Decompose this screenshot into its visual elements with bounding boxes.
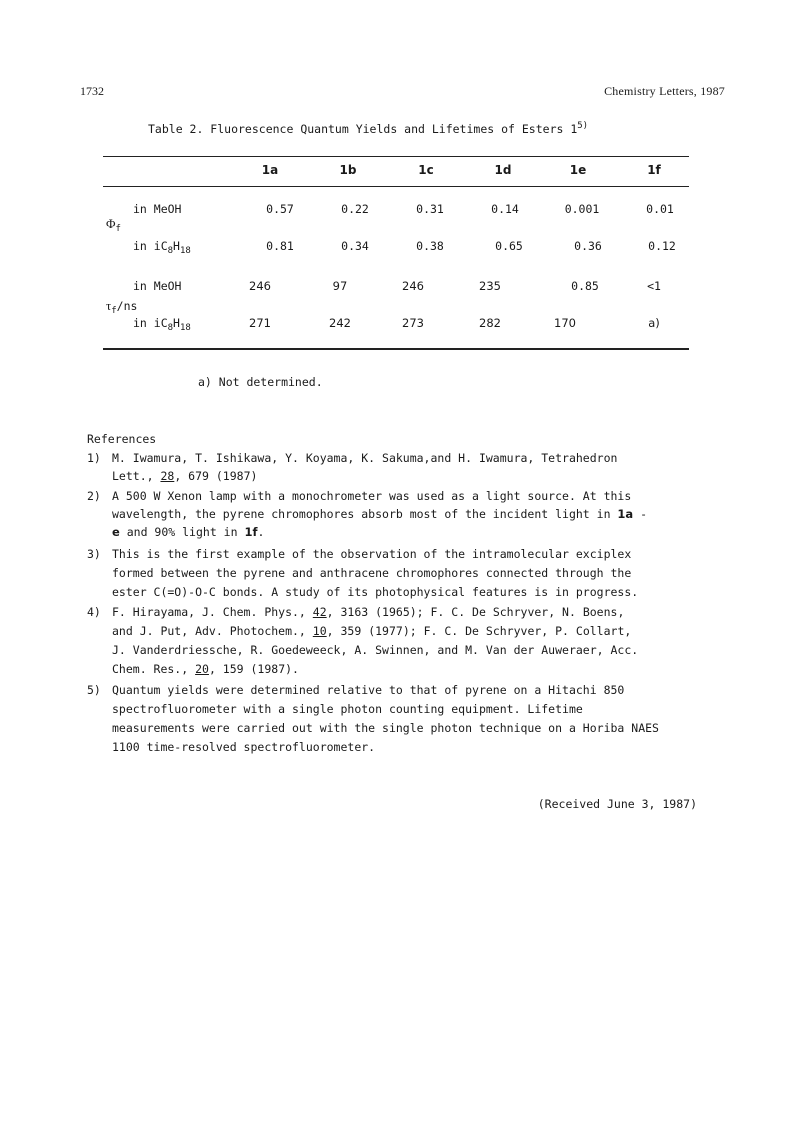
- row-label-isooctane-yield: [133, 239, 191, 256]
- solvent-prefix: in iC: [133, 316, 168, 330]
- column-header-1c: 1c: [418, 163, 434, 177]
- table-cell: 0.14: [491, 202, 519, 216]
- reference-line: measurements were carried out with the single photon technique on a Horiba NAES: [112, 721, 659, 735]
- tau-subscript: f: [111, 306, 117, 316]
- phi-symbol: Φ: [106, 216, 116, 231]
- ref-text: and 90% light in: [119, 525, 245, 539]
- table-cell: 0.57: [266, 202, 294, 216]
- table-cell: 97: [332, 279, 348, 293]
- ref-text: , 3163 (1965); F. C. De Schryver, N. Boens,: [326, 605, 625, 619]
- solvent-sub: 8: [167, 323, 174, 333]
- column-header-1e: 1e: [569, 163, 587, 177]
- column-header-1f: 1f: [647, 163, 661, 177]
- compound-label: e: [112, 525, 120, 539]
- tau-unit: /ns: [116, 299, 138, 313]
- ref-text: , 679 (1987): [174, 469, 258, 483]
- table-rule-top: [103, 156, 689, 157]
- solvent-sub: 8: [167, 246, 174, 256]
- reference-number: 5): [87, 683, 101, 697]
- table-cell: 235: [479, 279, 501, 293]
- table-cell: 170: [554, 316, 576, 330]
- ref-text: Chem. Res.,: [112, 662, 196, 676]
- reference-line: Quantum yields were determined relative to that of pyrene on a Hitachi 850: [112, 683, 625, 697]
- table-cell: 282: [479, 316, 501, 330]
- reference-line: J. Vanderdriessche, R. Goedeweeck, A. Swinnen, and M. Van der Auweraer, Acc.: [112, 643, 639, 657]
- ref-text: .: [257, 525, 265, 539]
- tau-symbol: τ: [106, 298, 112, 313]
- reference-line: ester C(=O)-O-C bonds. A study of its photophysical features is in progress.: [112, 585, 639, 599]
- compound-label: 1a: [617, 507, 634, 521]
- column-header-1d: 1d: [494, 163, 512, 177]
- table-cell: 273: [402, 316, 424, 330]
- table-rule-bottom: [103, 348, 689, 350]
- ref-text: wavelength, the pyrene chromophores absorb most of the incident light in: [112, 507, 618, 521]
- ref-text: -: [633, 507, 648, 521]
- solvent-prefix: in iC: [133, 239, 168, 253]
- ref-volume: 10: [312, 624, 327, 638]
- journal-header: Chemistry Letters, 1987: [604, 84, 725, 98]
- reference-number: 4): [87, 605, 101, 619]
- table-cell: 0.81: [266, 239, 294, 253]
- table-cell: 0.12: [648, 239, 676, 253]
- page-number: 1732: [80, 84, 104, 98]
- reference-line: spectrofluorometer with a single photon counting equipment. Lifetime: [112, 702, 583, 716]
- table-cell: 246: [402, 279, 424, 293]
- table-cell: 0.31: [416, 202, 444, 216]
- column-header-1b: 1b: [339, 163, 357, 177]
- row-group-quantum-yield-symbol: [106, 216, 121, 234]
- table-cell: 0.001: [564, 202, 600, 216]
- table-cell: 0.01: [646, 202, 674, 216]
- reference-line: formed between the pyrene and anthracene chromophores connected through the: [112, 566, 632, 580]
- ref-volume: 42: [312, 605, 327, 619]
- table-cell: 0.22: [341, 202, 369, 216]
- solvent-sub: 18: [179, 246, 191, 256]
- table-cell: 246: [249, 279, 271, 293]
- table-cell: a): [648, 316, 660, 330]
- reference-line: [112, 624, 631, 638]
- reference-line: [112, 662, 299, 676]
- table-caption-text: Table 2. Fluorescence Quantum Yields and Lifetimes of Esters 1: [148, 122, 578, 136]
- ref-text: , 159 (1987).: [208, 662, 299, 676]
- table-cell: 0.34: [341, 239, 369, 253]
- table-cell: <1: [647, 279, 661, 293]
- solvent-sub: 18: [179, 323, 191, 333]
- table-cell: 271: [249, 316, 271, 330]
- reference-number: 1): [87, 451, 101, 465]
- table-cell: 242: [329, 316, 351, 330]
- phi-subscript: f: [115, 224, 121, 234]
- reference-line: A 500 W Xenon lamp with a monochrometer was used as a light source. At this: [112, 489, 632, 503]
- table-cell: 0.65: [495, 239, 523, 253]
- ref-text: Lett.,: [112, 469, 161, 483]
- table-caption: [148, 121, 588, 136]
- reference-line: [112, 605, 624, 619]
- reference-line: [112, 507, 647, 521]
- table-cell: 0.36: [574, 239, 602, 253]
- column-header-1a: 1a: [261, 163, 279, 177]
- ref-volume: 20: [195, 662, 209, 676]
- table-footnote: a) Not determined.: [198, 375, 323, 389]
- ref-volume: 28: [160, 469, 175, 483]
- solvent-mid: H: [173, 239, 180, 253]
- ref-text: and J. Put, Adv. Photochem.,: [112, 624, 313, 638]
- references-heading: References: [87, 432, 157, 446]
- reference-line: This is the first example of the observation of the intramolecular exciplex: [112, 547, 632, 561]
- row-label-meoh-yield: in MeOH: [133, 202, 182, 216]
- reference-line: [112, 469, 257, 483]
- solvent-mid: H: [173, 316, 180, 330]
- row-group-lifetime-symbol: [106, 298, 137, 316]
- table-rule-header: [103, 186, 689, 187]
- table-cell: 0.85: [571, 279, 599, 293]
- row-label-meoh-lifetime: in MeOH: [133, 279, 182, 293]
- reference-number: 3): [87, 547, 101, 561]
- reference-line: 1100 time-resolved spectrofluorometer.: [112, 740, 376, 754]
- compound-label: 1f: [244, 525, 258, 539]
- reference-line: M. Iwamura, T. Ishikawa, Y. Koyama, K. Sakuma,and H. Iwamura, Tetrahedron: [112, 451, 618, 465]
- reference-line: [112, 525, 264, 539]
- ref-text: , 359 (1977); F. C. De Schryver, P. Collart,: [326, 624, 632, 638]
- table-cell: 0.38: [416, 239, 444, 253]
- ref-text: F. Hirayama, J. Chem. Phys.,: [112, 605, 313, 619]
- reference-number: 2): [87, 489, 101, 503]
- row-label-isooctane-lifetime: [133, 316, 191, 333]
- table-caption-ref: 5): [577, 121, 589, 131]
- received-date: (Received June 3, 1987): [537, 797, 697, 811]
